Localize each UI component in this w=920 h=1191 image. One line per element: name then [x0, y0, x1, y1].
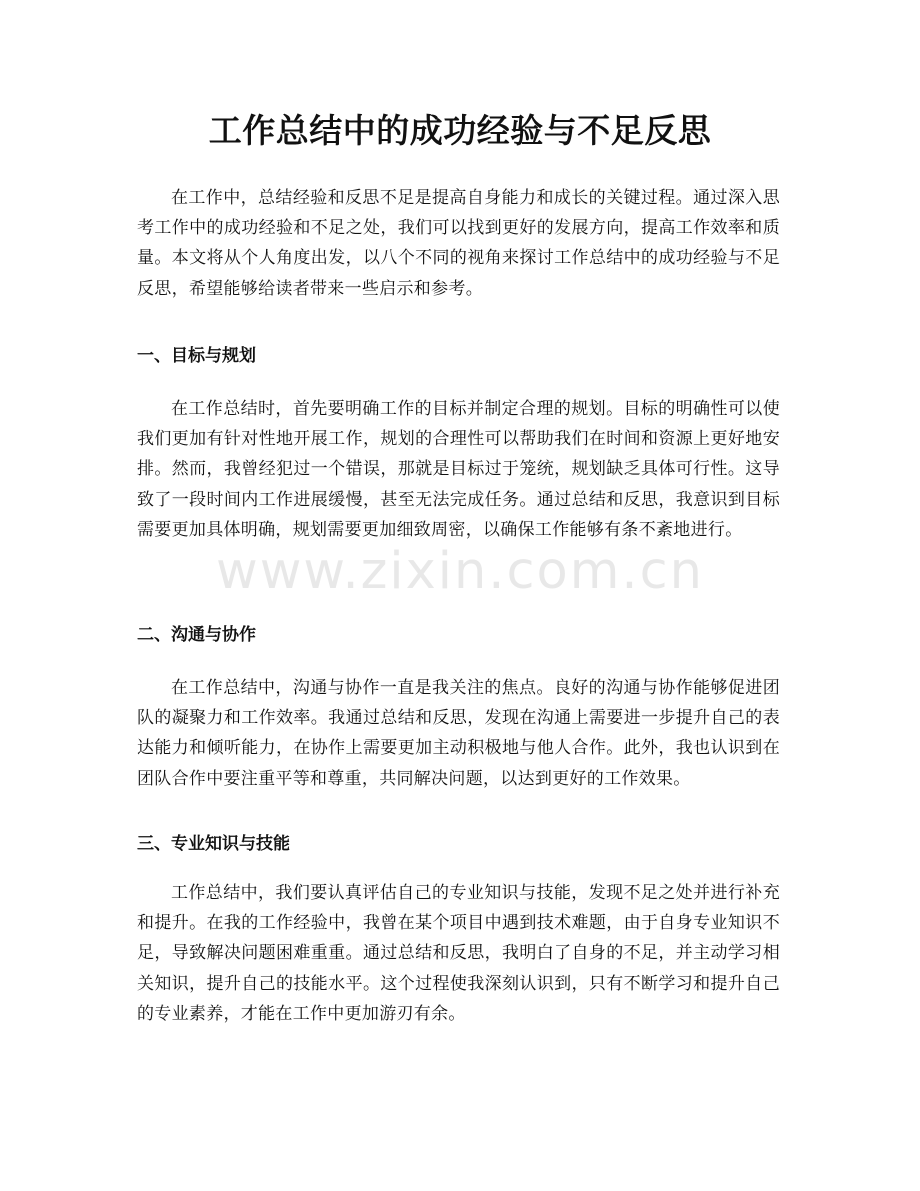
section-body-goals: 在工作总结时，首先要明确工作的目标并制定合理的规划。目标的明确性可以使我们更加有针对性地开展工作，规划的合理性可以帮助我们在时间和资源上更好地安排。然而，我曾经犯过一个错误，那就是目标过于笼统，规划缺乏具体可行性。这导致了一段时间内工作进展缓慢，甚至无法完成任务。通过总结和反思，我意识到目标需要更加具体明确，规划需要更加细致周密，以确保工作能够有条不紊地进行。	[137, 399, 780, 540]
section-heading-communication: 二、沟通与协作	[137, 625, 256, 645]
document-title: 工作总结中的成功经验与不足反思	[208, 111, 712, 150]
intro-paragraph: 在工作中，总结经验和反思不足是提高自身能力和成长的关键过程。通过深入思考工作中的成功经验和不足之处，我们可以找到更好的发展方向，提高工作效率和质量。本文将从个人角度出发，以八个不同的视角来探讨工作总结中的成功经验与不足反思，希望能够给读者带来一些启示和参考。	[137, 188, 780, 299]
section-heading-skills: 三、专业知识与技能	[137, 834, 290, 854]
watermark: www.zixin.com.cn	[216, 542, 704, 601]
section-heading-goals: 一、目标与规划	[137, 346, 256, 366]
section-body-communication: 在工作总结中，沟通与协作一直是我关注的焦点。良好的沟通与协作能够促进团队的凝聚力和工作效率。我通过总结和反思，发现在沟通上需要进一步提升自己的表达能力和倾听能力，在协作上需要更加主动积极地与他人合作。此外，我也认识到在团队合作中要注重平等和尊重，共同解决问题，以达到更好的工作效果。	[137, 678, 780, 789]
section-body-skills: 工作总结中，我们要认真评估自己的专业知识与技能，发现不足之处并进行补充和提升。在我的工作经验中，我曾在某个项目中遇到技术难题，由于自身专业知识不足，导致解决问题困难重重。通过总结和反思，我明白了自身的不足，并主动学习相关知识，提升自己的技能水平。这个过程使我深刻认识到，只有不断学习和提升自己的专业素养，才能在工作中更加游刃有余。	[137, 883, 780, 1024]
